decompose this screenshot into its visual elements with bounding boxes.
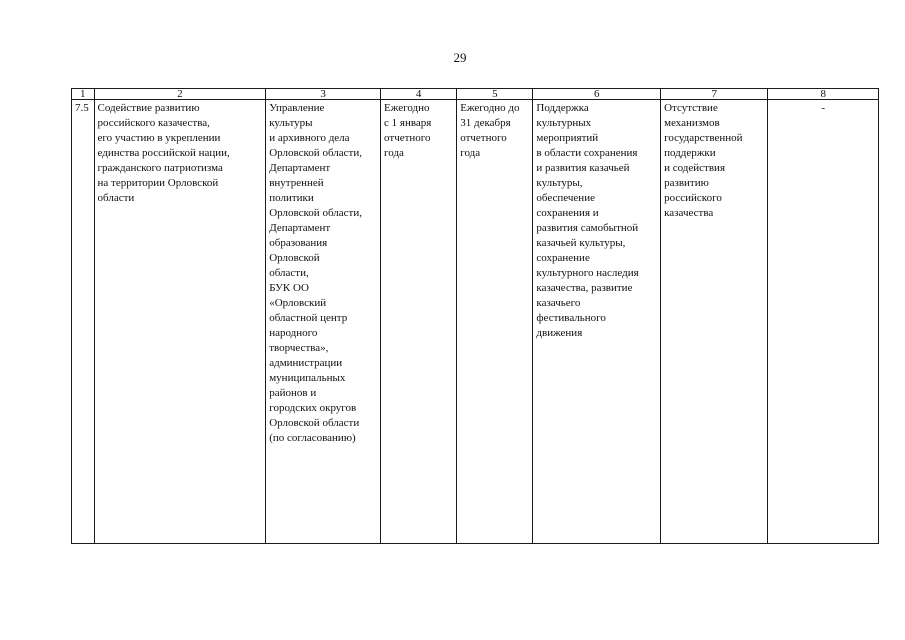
column-header-2: 2 bbox=[94, 89, 266, 100]
column-header-7: 7 bbox=[661, 89, 768, 100]
end-date-cell bbox=[457, 100, 533, 544]
non-implementation-consequences-cell bbox=[661, 100, 768, 544]
measure-name: Содействие развитию российского казачества, его участию в укреплении единства российской нации, гражданского патриотизма на территории Орловской области bbox=[97, 102, 230, 204]
expected-result: Поддержка культурных мероприятий в области сохранения и развития казачьей культуры, обеспечение сохранения и развития самобытной казачьей культуры, сохранение культурного наследия казачества, развитие казачьего фестивального движения bbox=[536, 102, 639, 339]
measure-name-cell bbox=[94, 100, 266, 544]
indicators-cell bbox=[768, 100, 879, 544]
expected-result-cell bbox=[533, 100, 661, 544]
indicators: - bbox=[821, 102, 826, 114]
executors: Управление культуры и архивного дела Орловской области, Департамент внутренней политики Орловской области, Департамент образования Орловской области, БУК ОО «Орловский областной центр народного творчества», администрации муниципальных районов и городских округов Орловской области (по согласованию) bbox=[269, 102, 362, 444]
row-number-cell bbox=[72, 100, 95, 544]
table-row bbox=[72, 100, 879, 544]
non-implementation-consequences: Отсутствие механизмов государственной поддержки и содействия развитию российского казачества bbox=[664, 102, 743, 219]
column-header-8: 8 bbox=[768, 89, 879, 100]
row-number: 7.5 bbox=[75, 102, 89, 114]
start-date: Ежегодно с 1 января отчетного года bbox=[384, 102, 432, 159]
start-date-cell bbox=[381, 100, 457, 544]
column-header-4: 4 bbox=[381, 89, 457, 100]
column-header-6: 6 bbox=[533, 89, 661, 100]
column-header-3: 3 bbox=[266, 89, 381, 100]
column-header-5: 5 bbox=[457, 89, 533, 100]
table-header-row bbox=[72, 89, 879, 100]
end-date: Ежегодно до 31 декабря отчетного года bbox=[460, 102, 520, 159]
column-header-1: 1 bbox=[72, 89, 95, 100]
measures-table bbox=[71, 88, 879, 544]
executors-cell bbox=[266, 100, 381, 544]
page-number: 29 bbox=[453, 50, 467, 65]
